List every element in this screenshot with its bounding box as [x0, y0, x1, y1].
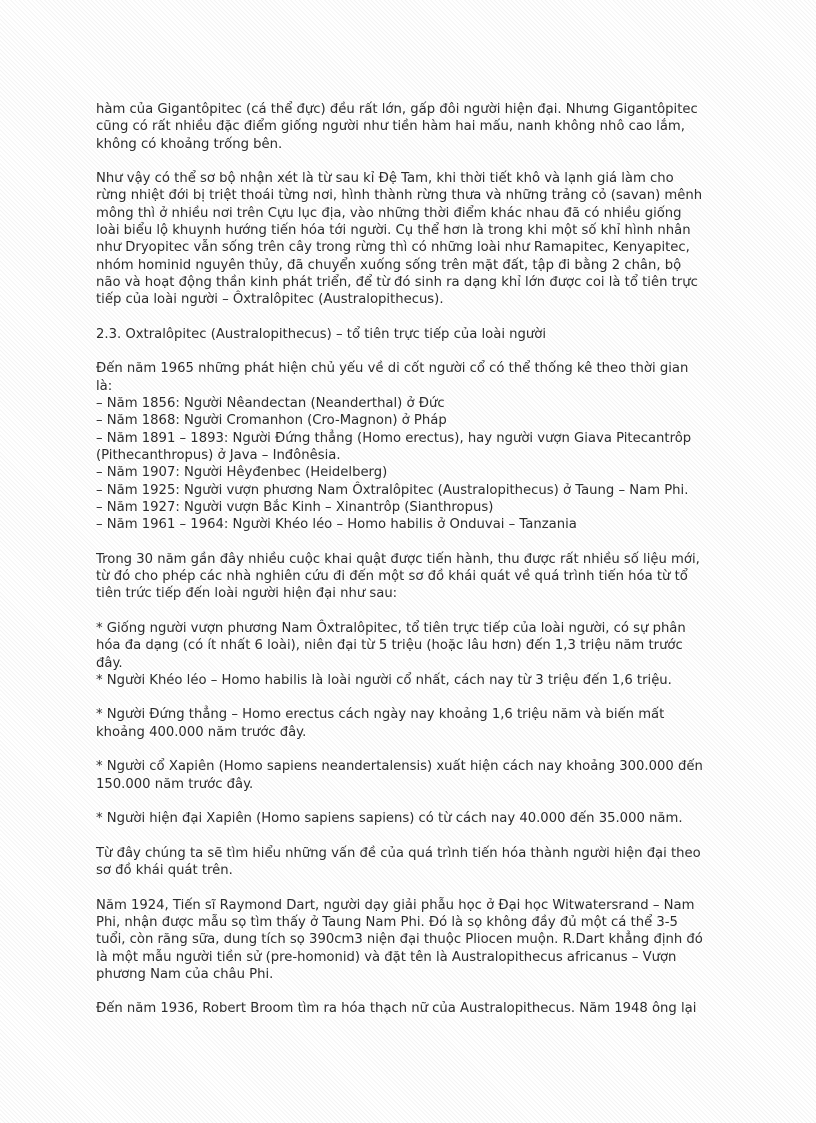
text-line: – Năm 1856: Người Nêandectan (Neanderthal) ở Đức: [96, 396, 445, 412]
text-line: – Năm 1868: Người Cromanhon (Cro-Magnon) ở Pháp: [96, 413, 447, 429]
paragraph: [96, 1000, 722, 1017]
text-line: * Người Khéo léo – Homo habilis là loài người cổ nhất, cách nay từ 3 triệu đến 1,6 triệu.: [96, 672, 672, 688]
text-line: loài biểu lộ khuynh hướng tiến hóa tới người. Cụ thể hơn là trong khi một số khỉ hình nhân: [96, 223, 691, 239]
text-line: Năm 1924, Tiến sĩ Raymond Dart, người dạy giải phẫu học ở Đại học Witwatersrand – Nam: [96, 897, 695, 913]
paragraph: [96, 326, 722, 343]
text-line: * Giống người vượn phương Nam Ôxtralôpitec, tổ tiên trực tiếp của loài người, có sự phân: [96, 620, 686, 636]
text-line: nhóm hominid nguyên thủy, đã chuyển xuống sống trên mặt đất, tập đi bằng 2 chân, bộ: [96, 257, 682, 273]
text-line: tiên trức tiếp đến loài người hiện đại như sau:: [96, 586, 398, 602]
paragraph: [96, 551, 722, 603]
paragraph: [96, 845, 722, 880]
text-line: Đến năm 1965 những phát hiện chủ yếu về di cốt người cổ có thể thống kê theo thời gian: [96, 361, 689, 377]
text-line: – Năm 1927: Người vượn Bắc Kinh – Xinantrôp (Sianthropus): [96, 499, 494, 515]
text-line: rừng nhiệt đới bị triệt thoái từng nơi, hình thành rừng thưa và những trảng cỏ (savan) mênh: [96, 188, 703, 204]
text-line: tiếp của loài người – Ôxtralôpitec (Australopithecus).: [96, 292, 444, 308]
text-line: từ đó cho phép các nhà nghiên cứu đi đến một sơ đồ khái quát về quá trình tiến hóa từ tổ: [96, 569, 688, 585]
text-line: Phi, nhận được mẫu sọ tìm thấy ở Taung Nam Phi. Đó là sọ không đầy đủ một cá thể 3-5: [96, 914, 678, 930]
paragraph: [96, 758, 722, 793]
text-line: * Người hiện đại Xapiên (Homo sapiens sapiens) có từ cách nay 40.000 đến 35.000 năm.: [96, 811, 683, 827]
text-line: Đến năm 1936, Robert Broom tìm ra hóa thạch nữ của Australopithecus. Năm 1948 ông lại: [96, 1001, 697, 1017]
text-line: – Năm 1925: Người vượn phương Nam Ôxtralôpitec (Australopithecus) ở Taung – Nam Phi.: [96, 482, 689, 498]
paragraph: [96, 897, 722, 983]
text-line: là:: [96, 378, 113, 394]
paragraph: [96, 360, 722, 533]
text-line: (Pithecanthropus) ở Java – Inđônêsia.: [96, 447, 341, 463]
text-line: sơ đồ khái quát trên.: [96, 863, 233, 879]
text-line: Từ đây chúng ta sẽ tìm hiểu những vấn đề của quá trình tiến hóa thành người hiện đại theo: [96, 845, 701, 861]
text-line: hóa đa dạng (có ít nhất 6 loài), niên đại từ 5 triệu (hoặc lâu hơn) đến 1,3 triệu năm trước: [96, 638, 683, 654]
text-line: hàm của Gigantôpitec (cá thể đực) đều rất lớn, gấp đôi người hiện đại. Nhưng Gigantôpitec: [96, 102, 698, 117]
text-line: phương Nam của châu Phi.: [96, 966, 274, 982]
text-line: * Người cổ Xapiên (Homo sapiens neandertalensis) xuất hiện cách nay khoảng 300.000 đến: [96, 759, 703, 775]
text-line: đây.: [96, 655, 123, 671]
text-line: não và hoạt động thần kinh phát triển, để từ đó sinh ra dạng khỉ lớn được coi là tổ tiên trực: [96, 274, 698, 290]
paragraph: [96, 706, 722, 741]
text-line: là một mẫu người tiền sử (pre-homonid) và đặt tên là Australopithecus africanus – Vượn: [96, 949, 677, 965]
text-line: tuổi, còn răng sữa, dung tích sọ 390cm3 niện đại thuộc Pliocen muộn. R.Dart khẳng định đó: [96, 932, 703, 948]
text-line: – Năm 1891 – 1893: Người Đứng thẳng (Homo erectus), hay người vượn Giava Pitecantrôp: [96, 430, 692, 446]
text-line: mông thì ở nhiều nơi trên Cựu lục địa, vào những thời điểm khác nhau đã có nhiều giống: [96, 205, 682, 221]
text-line: không có khoảng trống bên.: [96, 136, 283, 152]
text-line: 2.3. Oxtralôpitec (Australopithecus) – tổ tiên trực tiếp của loài người: [96, 326, 546, 342]
text-line: – Năm 1961 – 1964: Người Khéo léo – Homo habilis ở Onduvai – Tanzania: [96, 517, 577, 533]
document-page: [96, 101, 722, 1035]
paragraph: [96, 101, 722, 153]
paragraph: [96, 170, 722, 308]
text-line: như Dryopitec vẫn sống trên cây trong rừng thì có những loài như Ramapitec, Kenyapitec,: [96, 240, 690, 256]
text-line: * Người Đứng thẳng – Homo erectus cách ngày nay khoảng 1,6 triệu năm và biến mất: [96, 707, 665, 723]
text-line: 150.000 năm trước đây.: [96, 776, 254, 792]
text-line: Trong 30 năm gần đây nhiều cuộc khai quật được tiến hành, thu được rất nhiều số liệu mới,: [96, 551, 700, 567]
text-line: Như vậy có thể sơ bộ nhận xét là từ sau kỉ Đệ Tam, khi thời tiết khô và lạnh giá làm cho: [96, 171, 674, 187]
paragraph: [96, 810, 722, 827]
text-line: – Năm 1907: Người Hêyđenbec (Heidelberg): [96, 465, 388, 481]
paragraph: [96, 620, 722, 689]
text-line: cũng có rất nhiều đặc điểm giống người như tiền hàm hai mấu, nanh không nhô cao lắm,: [96, 119, 685, 135]
text-line: khoảng 400.000 năm trước đây.: [96, 724, 307, 740]
